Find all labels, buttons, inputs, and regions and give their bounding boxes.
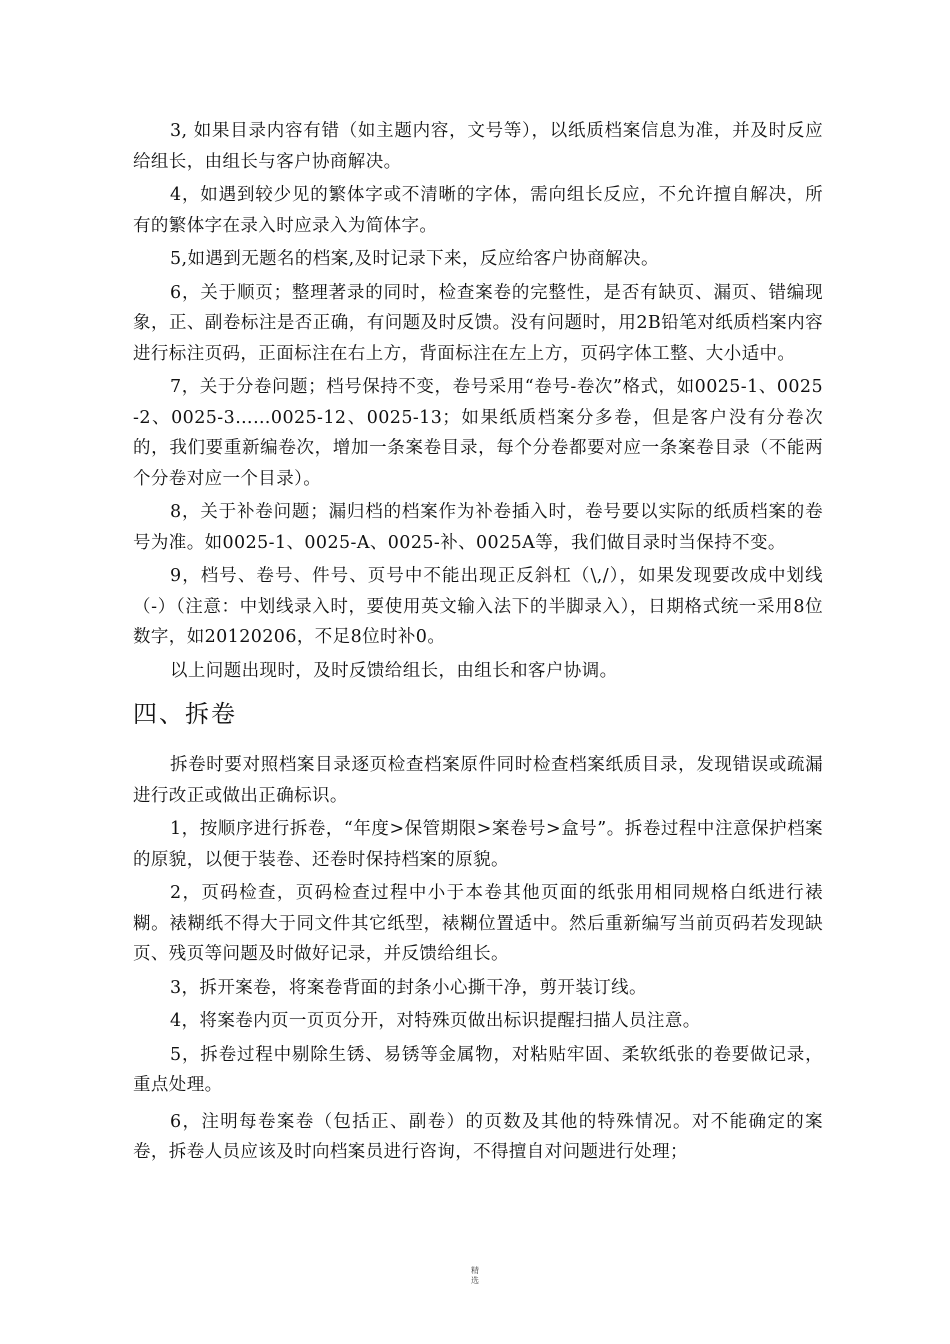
paragraph-item-3: 3, 如果目录内容有错（如主题内容，文号等），以纸质档案信息为准，并及时反应给组长，由组长与客户协商解决。 bbox=[133, 121, 823, 172]
paragraph-item-6: 6，关于顺页；整理著录的同时，检查案卷的完整性，是否有缺页、漏页、错编现象，正、副卷标注是否正确，有问题及时反馈。没有问题时，用2B铅笔对纸质档案内容进行标注页码，正面标注在右上方，背面标注在左上方，页码字体工整、大小适中。 bbox=[133, 282, 823, 364]
paragraph-item-5: 5,如遇到无题名的档案,及时记录下来，反应给客户协商解决。 bbox=[170, 249, 659, 269]
step-item-5: 5，拆卷过程中剔除生锈、易锈等金属物，对粘贴牢固、柔软纸张的卷要做记录，重点处理。 bbox=[133, 1044, 823, 1095]
paragraph-item-7: 7，关于分卷问题；档号保持不变，卷号采用“卷号-卷次”格式，如0025-1、0025-2、0025-3……0025-12、0025-13；如果纸质档案分多卷，但是客户没有分卷次的，我们要重新编卷次，增加一条案卷目录，每个分卷都要对应一条案卷目录（不能两个分卷对应一个目录）。 bbox=[133, 377, 823, 489]
paragraph-item-4: 4，如遇到较少见的繁体字或不清晰的字体，需向组长反应，不允许擅自解决，所有的繁体字在录入时应录入为简体字。 bbox=[133, 185, 823, 236]
page-footer bbox=[0, 1266, 950, 1286]
footer-line-1: 精 bbox=[471, 1266, 479, 1275]
step-item-1: 1，按顺序进行拆卷，“年度>保管期限>案卷号>盒号”。拆卷过程中注意保护档案的原貌，以便于装卷、还卷时保持档案的原貌。 bbox=[133, 819, 823, 870]
paragraph-item-9: 9，档号、卷号、件号、页号中不能出现正反斜杠（\,/），如果发现要改成中划线（-）（注意：中划线录入时，要使用英文输入法下的半脚录入），日期格式统一采用8位数字，如20120206，不足8位时补0。 bbox=[133, 566, 823, 647]
section-intro: 拆卷时要对照档案目录逐页检查档案原件同时检查档案纸质目录，发现错误或疏漏进行改正或做出正确标识。 bbox=[133, 755, 823, 806]
step-item-4: 4，将案卷内页一页页分开，对特殊页做出标识提醒扫描人员注意。 bbox=[170, 1011, 701, 1031]
step-item-6: 6，注明每卷案卷（包括正、副卷）的页数及其他的特殊情况。对不能确定的案卷，拆卷人员应该及时向档案员进行咨询，不得擅自对问题进行处理； bbox=[133, 1111, 823, 1162]
paragraph-item-8: 8，关于补卷问题；漏归档的档案作为补卷插入时，卷号要以实际的纸质档案的卷号为准。如0025-1、0025-A、0025-补、0025A等，我们做目录时当保持不变。 bbox=[133, 502, 823, 553]
footer-line-2: 选 bbox=[471, 1276, 479, 1285]
step-item-2: 2，页码检查，页码检查过程中小于本卷其他页面的纸张用相同规格白纸进行裱糊。裱糊纸不得大于同文件其它纸型，裱糊位置适中。然后重新编写当前页码若发现缺页、残页等问题及时做好记录，并反馈给组长。 bbox=[133, 883, 823, 964]
document-body bbox=[133, 116, 823, 1171]
step-item-3: 3，拆开案卷，将案卷背面的封条小心撕干净，剪开装订线。 bbox=[170, 977, 647, 998]
section-heading: 四、拆卷 bbox=[133, 700, 237, 728]
paragraph-summary: 以上问题出现时，及时反馈给组长，由组长和客户协调。 bbox=[170, 660, 618, 681]
